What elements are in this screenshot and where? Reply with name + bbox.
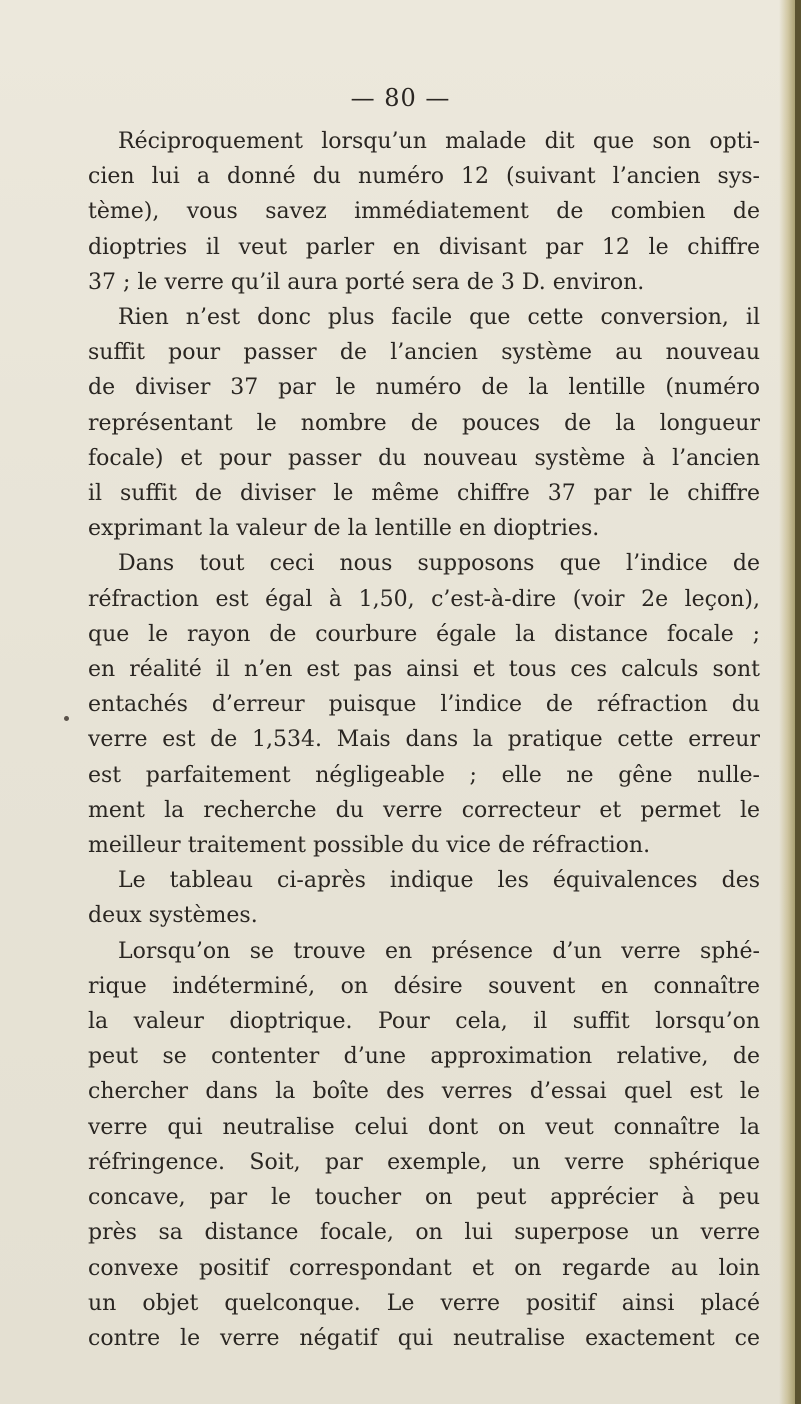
text-line: il suffit de diviser le même chiffre 37 par le chiffre — [88, 481, 760, 507]
text-line: Lorsqu’on se trouve en présence d’un verre sphé- — [118, 938, 760, 964]
text-line: concave, par le toucher on peut apprécier à peu — [88, 1185, 760, 1211]
text-line: entachés d’erreur puisque l’indice de réfraction du — [88, 692, 760, 718]
text-line: Rien n’est donc plus facile que cette conversion, il — [118, 305, 760, 331]
text-line: 37 ; le verre qu’il aura porté sera de 3 D. environ. — [88, 269, 645, 295]
text-line: que le rayon de courbure égale la distance focale ; — [88, 621, 760, 647]
text-line: la valeur dioptrique. Pour cela, il suffit lorsqu’on — [88, 1009, 760, 1035]
text-line: un objet quelconque. Le verre positif ainsi placé — [88, 1290, 760, 1316]
page-edge — [795, 0, 801, 1404]
text-line: rique indéterminé, on désire souvent en connaître — [88, 973, 760, 999]
text-line: dioptries il veut parler en divisant par 12 le chiffre — [88, 234, 760, 260]
text-line: tème), vous savez immédiatement de combien de — [88, 199, 760, 225]
text-line: verre qui neutralise celui dont on veut connaître la — [88, 1114, 760, 1140]
text-line: convexe positif correspondant et on regarde au loin — [88, 1255, 760, 1281]
margin-mark — [64, 716, 69, 721]
text-line: contre le verre négatif qui neutralise exactement ce — [88, 1325, 760, 1351]
text-line: représentant le nombre de pouces de la longueur — [88, 410, 760, 436]
text-line: de diviser 37 par le numéro de la lentille (numéro — [88, 375, 760, 401]
text-line: réfraction est égal à 1,50, c’est-à-dire (voir 2e leçon), — [88, 586, 760, 612]
page-number: — 80 — — [350, 84, 451, 112]
text-line: meilleur traitement possible du vice de réfraction. — [88, 833, 651, 859]
text-line: chercher dans la boîte des verres d’essai quel est le — [88, 1079, 760, 1105]
text-line: Le tableau ci-après indique les équivalences des — [118, 868, 760, 894]
text-line: Dans tout ceci nous supposons que l’indice de — [118, 551, 760, 577]
text-line: focale) et pour passer du nouveau système à l’ancien — [88, 445, 760, 471]
text-line: en réalité il n’en est pas ainsi et tous ces calculs sont — [88, 657, 760, 683]
text-line: cien lui a donné du numéro 12 (suivant l’ancien sys- — [88, 164, 760, 190]
text-line: exprimant la valeur de la lentille en dioptries. — [88, 516, 600, 542]
text-line: ment la recherche du verre correcteur et permet le — [88, 797, 760, 823]
text-line: Réciproquement lorsqu’un malade dit que son opti- — [118, 129, 760, 154]
text-line: deux systèmes. — [88, 903, 258, 929]
text-line: verre est de 1,534. Mais dans la pratique cette erreur — [88, 727, 760, 753]
text-line: suffit pour passer de l’ancien système au nouveau — [88, 340, 760, 366]
text-line: réfringence. Soit, par exemple, un verre sphérique — [88, 1149, 760, 1175]
body-text — [88, 124, 760, 1356]
text-line: peut se contenter d’une approximation relative, de — [88, 1044, 760, 1070]
text-line: près sa distance focale, on lui superpose un verre — [88, 1220, 760, 1246]
text-line: est parfaitement négligeable ; elle ne gêne nulle- — [88, 762, 760, 788]
